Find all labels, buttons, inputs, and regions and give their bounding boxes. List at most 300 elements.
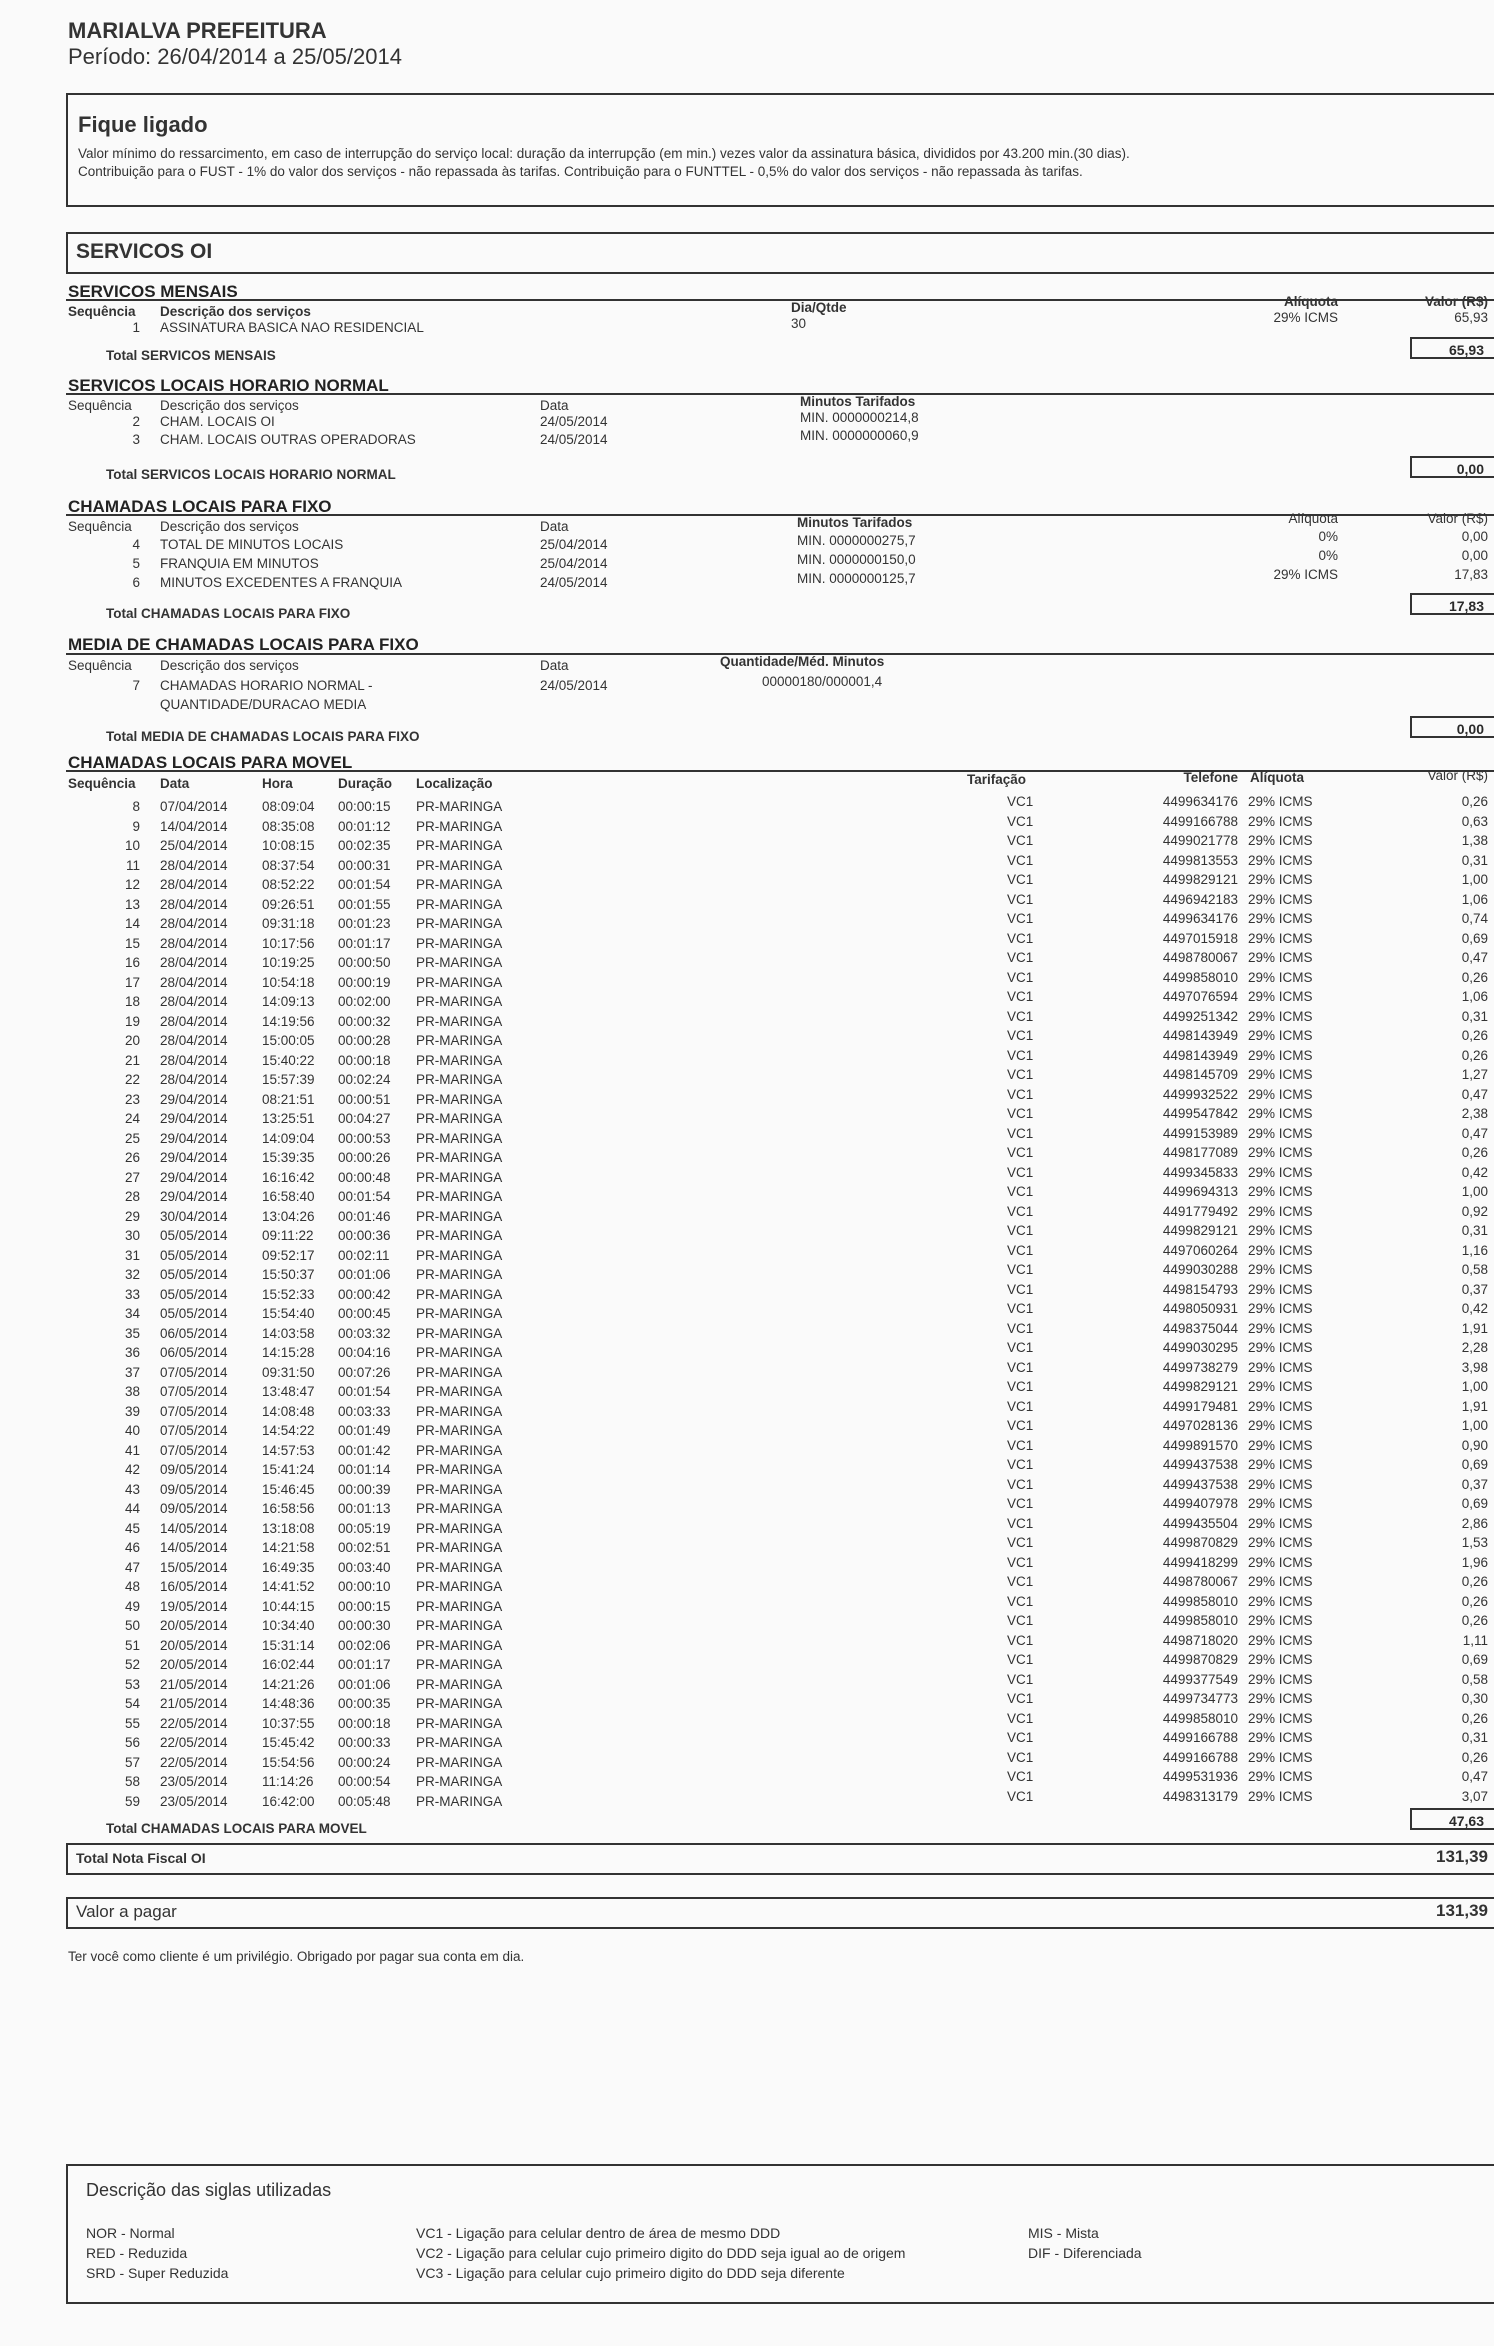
cell-duracao: 00:02:24 bbox=[338, 1072, 391, 1087]
thank-you-message: Ter você como cliente é um privilégio. Obrigado por pagar sua conta em dia. bbox=[68, 1949, 525, 1964]
cell-local: PR-MARINGA bbox=[416, 1423, 503, 1438]
cell-tarifacao: VC1 bbox=[1007, 1691, 1034, 1706]
cell-tarifacao: VC1 bbox=[1007, 1184, 1034, 1199]
cell-data: 07/05/2014 bbox=[160, 1384, 228, 1399]
cell-seq: 32 bbox=[124, 1267, 140, 1282]
cell-valor: 3,98 bbox=[1461, 1359, 1488, 1375]
cell-duracao: 00:00:53 bbox=[338, 1130, 391, 1146]
cell-hora: 16:58:40 bbox=[262, 1189, 315, 1204]
table-row bbox=[0, 1164, 1494, 1185]
cell-aliquota: 29% ICMS bbox=[1248, 1574, 1313, 1589]
cell-hora: 14:54:22 bbox=[262, 1423, 315, 1438]
cell-seq: 35 bbox=[124, 1325, 140, 1341]
cell-tarifacao: VC1 bbox=[1007, 794, 1034, 809]
cell-valor: 0,90 bbox=[1461, 1437, 1488, 1453]
cell-data: 07/05/2014 bbox=[160, 1423, 228, 1438]
cell-hora: 09:31:50 bbox=[262, 1364, 315, 1380]
cell-tarifacao: VC1 bbox=[1007, 852, 1034, 868]
cell-valor: 0,26 bbox=[1461, 969, 1488, 985]
cell-aliquota: 29% ICMS bbox=[1248, 1710, 1313, 1726]
cell-telefone: 4499870829 bbox=[1162, 1535, 1238, 1550]
cell-hora: 13:25:51 bbox=[262, 1111, 315, 1126]
cell-duracao: 00:00:10 bbox=[338, 1579, 391, 1594]
table-row bbox=[0, 1457, 1494, 1477]
cell-duracao: 00:02:06 bbox=[338, 1637, 391, 1653]
cell-telefone: 4499932522 bbox=[1162, 1086, 1238, 1102]
cell-tarifacao: VC1 bbox=[1007, 1554, 1034, 1570]
cell-seq: 21 bbox=[124, 1052, 140, 1068]
cell-local: PR-MARINGA bbox=[416, 1364, 503, 1380]
cell-duracao: 00:04:27 bbox=[338, 1111, 391, 1126]
cell-telefone: 4498154793 bbox=[1162, 1281, 1238, 1297]
cell-valor: 0,58 bbox=[1461, 1262, 1488, 1277]
cell-tarifacao: VC1 bbox=[1007, 1281, 1034, 1297]
cell-duracao: 00:01:54 bbox=[338, 1384, 391, 1399]
cell-telefone: 4499547842 bbox=[1162, 1106, 1238, 1121]
cell-valor: 1,11 bbox=[1462, 1632, 1488, 1648]
cell-tarifacao: VC1 bbox=[1007, 1593, 1034, 1609]
cell-duracao: 00:03:40 bbox=[338, 1559, 391, 1575]
cell-local: PR-MARINGA bbox=[416, 1384, 503, 1399]
cell-hora: 16:16:42 bbox=[262, 1169, 315, 1185]
cell-tarifacao: VC1 bbox=[1007, 1145, 1034, 1160]
services-title: SERVICOS OI bbox=[76, 240, 213, 263]
cell-seq: 54 bbox=[124, 1696, 140, 1711]
cell-seq: 48 bbox=[124, 1579, 140, 1594]
table-row bbox=[0, 1340, 1494, 1360]
table-row bbox=[0, 1730, 1494, 1750]
cell-seq: 28 bbox=[124, 1189, 140, 1204]
cell-telefone: 4499829121 bbox=[1162, 1379, 1238, 1394]
cell-telefone: 4499813553 bbox=[1162, 852, 1238, 868]
cell-hora: 10:17:56 bbox=[262, 935, 315, 951]
total-label: Total CHAMADAS LOCAIS PARA MOVEL bbox=[106, 1821, 367, 1836]
col-header-tarifacao: Tarifação bbox=[967, 772, 1027, 787]
cell-tarifacao: VC1 bbox=[1007, 1223, 1034, 1238]
cell-aliquota: 29% ICMS bbox=[1248, 1203, 1313, 1219]
cell-hora: 14:57:53 bbox=[262, 1442, 315, 1458]
table-row bbox=[0, 891, 1494, 912]
cell-data: 23/05/2014 bbox=[160, 1774, 228, 1789]
table-row bbox=[0, 1496, 1494, 1516]
cell-duracao: 00:01:55 bbox=[338, 896, 391, 912]
cell-data: 23/05/2014 bbox=[160, 1793, 228, 1809]
cell-seq: 56 bbox=[124, 1735, 140, 1750]
cell-aliquota: 29% ICMS bbox=[1248, 1749, 1313, 1765]
cell-tarifacao: VC1 bbox=[1007, 872, 1034, 887]
cell-seq: 45 bbox=[124, 1520, 140, 1536]
cell-telefone: 4498050931 bbox=[1162, 1301, 1238, 1316]
cell-data: 29/04/2014 bbox=[160, 1091, 228, 1107]
cell-data: 07/05/2014 bbox=[160, 1442, 228, 1458]
cell-aliquota: 29% ICMS bbox=[1248, 1281, 1313, 1297]
cell-valor: 0,37 bbox=[1461, 1476, 1488, 1492]
total-value: 0,00 bbox=[1410, 716, 1494, 738]
cell-local: PR-MARINGA bbox=[416, 1286, 503, 1302]
col-header-seq: Sequência bbox=[68, 519, 132, 534]
cell-tarifacao: VC1 bbox=[1007, 1613, 1034, 1628]
cell-hora: 09:52:17 bbox=[262, 1247, 315, 1263]
cell-hora: 13:18:08 bbox=[262, 1520, 315, 1536]
cell-local: PR-MARINGA bbox=[416, 1267, 503, 1282]
total-label: Total SERVICOS MENSAIS bbox=[106, 348, 276, 363]
abbr-item: VC2 - Ligação para celular cujo primeiro digito do DDD seja igual ao de origem bbox=[416, 2245, 906, 2261]
cell-valor: 0,42 bbox=[1461, 1164, 1488, 1180]
cell-duracao: 00:00:31 bbox=[338, 857, 391, 873]
col-header-desc: Descrição dos serviços bbox=[160, 519, 299, 534]
cell-tarifacao: VC1 bbox=[1007, 1749, 1034, 1765]
cell-data: 28/04/2014 bbox=[160, 1013, 228, 1029]
cell-data: 06/05/2014 bbox=[160, 1325, 228, 1341]
cell-seq: 55 bbox=[124, 1715, 140, 1731]
total-value: 47,63 bbox=[1410, 1808, 1494, 1830]
cell-telefone: 4498718020 bbox=[1162, 1632, 1238, 1648]
table-row bbox=[0, 930, 1494, 951]
cell-hora: 10:54:18 bbox=[262, 974, 315, 990]
cell-aliquota: 29% ICMS bbox=[1248, 1008, 1313, 1024]
cell-data: 05/05/2014 bbox=[160, 1306, 228, 1321]
table-row bbox=[0, 1242, 1494, 1263]
cell-hora: 14:09:04 bbox=[262, 1130, 315, 1146]
cell-duracao: 00:00:54 bbox=[338, 1774, 391, 1789]
cell-duracao: 00:03:32 bbox=[338, 1325, 391, 1341]
cell-telefone: 4499166788 bbox=[1162, 1749, 1238, 1765]
cell-tarifacao: VC1 bbox=[1007, 911, 1034, 926]
cell-hora: 10:08:15 bbox=[262, 838, 315, 853]
cell-aliquota: 29% ICMS bbox=[1248, 1671, 1313, 1687]
cell-data: 29/04/2014 bbox=[160, 1150, 228, 1165]
cell-valor: 0,63 bbox=[1461, 813, 1488, 829]
cell-valor: 1,38 bbox=[1461, 833, 1488, 848]
cell-hora: 15:39:35 bbox=[262, 1150, 315, 1165]
amount-due-box bbox=[66, 1897, 1494, 1929]
cell-seq: 19 bbox=[124, 1013, 140, 1029]
cell-tarifacao: VC1 bbox=[1007, 1164, 1034, 1180]
table-row bbox=[0, 1769, 1494, 1789]
cell-local: PR-MARINGA bbox=[416, 1501, 503, 1516]
cell-seq: 23 bbox=[124, 1091, 140, 1107]
cell-data: 21/05/2014 bbox=[160, 1696, 228, 1711]
cell-tarifacao: VC1 bbox=[1007, 1398, 1034, 1414]
cell-seq: 22 bbox=[124, 1072, 140, 1087]
col-header-desc: Descrição dos serviços bbox=[160, 398, 299, 413]
col-header-data: Data bbox=[540, 519, 569, 534]
abbr-item: VC3 - Ligação para celular cujo primeiro digito do DDD seja diferente bbox=[416, 2265, 845, 2281]
cell-valor: 2,28 bbox=[1461, 1340, 1488, 1355]
cell-seq: 58 bbox=[124, 1774, 140, 1789]
cell-data: 22/05/2014 bbox=[160, 1754, 228, 1770]
cell-data: 29/04/2014 bbox=[160, 1169, 228, 1185]
cell-duracao: 00:00:36 bbox=[338, 1228, 391, 1243]
cell-hora: 15:00:05 bbox=[262, 1033, 315, 1048]
cell-hora: 08:09:04 bbox=[262, 799, 315, 814]
cell-data: 20/05/2014 bbox=[160, 1637, 228, 1653]
col-header-data: Data bbox=[540, 658, 569, 673]
col-header-seq: Sequência bbox=[68, 304, 136, 319]
cell-local: PR-MARINGA bbox=[416, 1325, 503, 1341]
col-header-seq: Sequência bbox=[68, 398, 132, 413]
cell-telefone: 4499738279 bbox=[1162, 1359, 1238, 1375]
cell-local: PR-MARINGA bbox=[416, 1462, 503, 1477]
total-label: Total CHAMADAS LOCAIS PARA FIXO bbox=[106, 606, 351, 621]
cell-local: PR-MARINGA bbox=[416, 1169, 503, 1185]
cell-telefone: 4498313179 bbox=[1162, 1788, 1238, 1804]
cell-seq: 14 bbox=[124, 916, 140, 931]
cell-data: 14/05/2014 bbox=[160, 1540, 228, 1555]
cell-aliquota: 29% ICMS bbox=[1248, 1535, 1313, 1550]
cell-data: 30/04/2014 bbox=[160, 1208, 228, 1224]
cell-telefone: 4497015918 bbox=[1162, 930, 1238, 946]
section-title-mensais: SERVICOS MENSAIS bbox=[68, 282, 238, 301]
cell-valor: 0,69 bbox=[1461, 1652, 1488, 1667]
cell-local: PR-MARINGA bbox=[416, 1130, 503, 1146]
cell-telefone: 4498143949 bbox=[1162, 1047, 1238, 1063]
cell-tarifacao: VC1 bbox=[1007, 969, 1034, 985]
cell-seq: 24 bbox=[124, 1111, 140, 1126]
table-row bbox=[0, 1749, 1494, 1770]
cell-local: PR-MARINGA bbox=[416, 1189, 503, 1204]
cell-duracao: 00:00:45 bbox=[338, 1306, 391, 1321]
cell-duracao: 00:01:46 bbox=[338, 1208, 391, 1224]
cell-hora: 14:09:13 bbox=[262, 994, 315, 1009]
cell-hora: 15:52:33 bbox=[262, 1286, 315, 1302]
cell-tarifacao: VC1 bbox=[1007, 989, 1034, 1004]
cell-telefone: 4498375044 bbox=[1162, 1320, 1238, 1336]
cell-valor: 1,91 bbox=[1461, 1398, 1488, 1414]
cell-hora: 15:45:42 bbox=[262, 1735, 315, 1750]
cell-local: PR-MARINGA bbox=[416, 799, 503, 814]
table-row bbox=[0, 1067, 1494, 1087]
cell-duracao: 00:00:15 bbox=[338, 799, 391, 814]
cell-duracao: 00:00:26 bbox=[338, 1150, 391, 1165]
cell-hora: 10:37:55 bbox=[262, 1715, 315, 1731]
table-row bbox=[0, 1574, 1494, 1594]
cell-hora: 14:08:48 bbox=[262, 1403, 315, 1419]
cell-aliquota: 29% ICMS bbox=[1248, 1164, 1313, 1180]
cell-data: 06/05/2014 bbox=[160, 1345, 228, 1360]
cell-data: 25/04/2014 bbox=[160, 838, 228, 853]
cell-local: PR-MARINGA bbox=[416, 1111, 503, 1126]
cell-hora: 08:21:51 bbox=[262, 1091, 315, 1107]
table-row bbox=[0, 1359, 1494, 1380]
cell-data: 28/04/2014 bbox=[160, 1033, 228, 1048]
table-row bbox=[0, 794, 1494, 814]
amount-due-label: Valor a pagar bbox=[76, 1902, 177, 1921]
total-value: 17,83 bbox=[1410, 593, 1494, 615]
notice-title: Fique ligado bbox=[78, 112, 208, 137]
cell-duracao: 00:02:51 bbox=[338, 1540, 391, 1555]
table-row bbox=[0, 1203, 1494, 1224]
table-row bbox=[0, 1613, 1494, 1633]
cell-valor: 2,38 bbox=[1461, 1106, 1488, 1121]
cell-duracao: 00:01:17 bbox=[338, 1657, 391, 1672]
cell-aliquota: 29% ICMS bbox=[1248, 1457, 1313, 1472]
cell-duracao: 00:02:35 bbox=[338, 838, 391, 853]
cell-data: 28/04/2014 bbox=[160, 974, 228, 990]
cell-local: PR-MARINGA bbox=[416, 857, 503, 873]
cell-local: PR-MARINGA bbox=[416, 1715, 503, 1731]
total-label: Total MEDIA DE CHAMADAS LOCAIS PARA FIXO bbox=[106, 729, 420, 744]
invoice-total-label: Total Nota Fiscal OI bbox=[76, 1850, 206, 1866]
cell-local: PR-MARINGA bbox=[416, 1306, 503, 1321]
cell-telefone: 4499166788 bbox=[1162, 1730, 1238, 1745]
cell-hora: 09:26:51 bbox=[262, 896, 315, 912]
cell-telefone: 4499345833 bbox=[1162, 1164, 1238, 1180]
cell-aliquota: 29% ICMS bbox=[1248, 1398, 1313, 1414]
cell-local: PR-MARINGA bbox=[416, 974, 503, 990]
cell-telefone: 4499858010 bbox=[1162, 1710, 1238, 1726]
cell-telefone: 4499437538 bbox=[1162, 1457, 1238, 1472]
cell-aliquota: 29% ICMS bbox=[1248, 1788, 1313, 1804]
cell-tarifacao: VC1 bbox=[1007, 1067, 1034, 1082]
cell-local: PR-MARINGA bbox=[416, 1793, 503, 1809]
table-row bbox=[0, 852, 1494, 873]
cell-tarifacao: VC1 bbox=[1007, 1320, 1034, 1336]
cell-duracao: 00:03:33 bbox=[338, 1403, 391, 1419]
cell-tarifacao: VC1 bbox=[1007, 1379, 1034, 1394]
cell-duracao: 00:00:19 bbox=[338, 974, 391, 990]
cell-data: 28/04/2014 bbox=[160, 896, 228, 912]
cell-local: PR-MARINGA bbox=[416, 935, 503, 951]
cell-tarifacao: VC1 bbox=[1007, 1652, 1034, 1667]
cell-hora: 09:11:22 bbox=[262, 1228, 314, 1243]
cell-local: PR-MARINGA bbox=[416, 1208, 503, 1224]
col-header-telefone: Telefone bbox=[1183, 770, 1238, 785]
cell-valor: 1,27 bbox=[1461, 1067, 1488, 1082]
cell-telefone: 4491779492 bbox=[1162, 1203, 1238, 1219]
amount-due-value: 131,39 bbox=[1436, 1901, 1488, 1920]
cell-seq: 26 bbox=[124, 1150, 140, 1165]
cell-data: 22/05/2014 bbox=[160, 1735, 228, 1750]
cell-hora: 13:04:26 bbox=[262, 1208, 315, 1224]
cell-tarifacao: VC1 bbox=[1007, 1496, 1034, 1511]
table-row bbox=[0, 969, 1494, 990]
cell-seq: 15 bbox=[124, 935, 140, 951]
cell-valor: 1,53 bbox=[1461, 1535, 1488, 1550]
cell-aliquota: 29% ICMS bbox=[1248, 1437, 1313, 1453]
cell-telefone: 4498780067 bbox=[1162, 950, 1238, 965]
cell-duracao: 00:00:18 bbox=[338, 1715, 391, 1731]
table-row bbox=[0, 1008, 1494, 1029]
cell-local: PR-MARINGA bbox=[416, 1559, 503, 1575]
cell-duracao: 00:07:26 bbox=[338, 1364, 391, 1380]
abbr-item: NOR - Normal bbox=[86, 2225, 175, 2241]
cell-data: 28/04/2014 bbox=[160, 877, 228, 892]
cell-tarifacao: VC1 bbox=[1007, 1203, 1034, 1219]
cell-local: PR-MARINGA bbox=[416, 1091, 503, 1107]
col-header-desc: Descrição dos serviços bbox=[160, 658, 299, 673]
cell-local: PR-MARINGA bbox=[416, 1442, 503, 1458]
cell-data: 19/05/2014 bbox=[160, 1598, 228, 1614]
cell-data: 14/04/2014 bbox=[160, 818, 228, 834]
cell-data: 05/05/2014 bbox=[160, 1228, 228, 1243]
cell-duracao: 00:00:42 bbox=[338, 1286, 391, 1302]
col-header-valor: Valor (R$) bbox=[1427, 768, 1488, 783]
cell-data: 28/04/2014 bbox=[160, 857, 228, 873]
cell-local: PR-MARINGA bbox=[416, 1345, 503, 1360]
cell-telefone: 4499418299 bbox=[1162, 1554, 1238, 1570]
table-row bbox=[0, 1535, 1494, 1555]
cell-valor: 0,31 bbox=[1461, 852, 1488, 868]
cell-seq: 47 bbox=[124, 1559, 140, 1575]
cell-hora: 14:03:58 bbox=[262, 1325, 315, 1341]
cell-valor: 0,31 bbox=[1461, 1223, 1488, 1238]
table-row bbox=[0, 813, 1494, 834]
cell-data: 29/04/2014 bbox=[160, 1111, 228, 1126]
cell-aliquota: 29% ICMS bbox=[1248, 911, 1313, 926]
cell-aliquota: 29% ICMS bbox=[1248, 1145, 1313, 1160]
cell-valor: 1,00 bbox=[1461, 1418, 1488, 1433]
cell-tarifacao: VC1 bbox=[1007, 1788, 1034, 1804]
cell-aliquota: 29% ICMS bbox=[1248, 1301, 1313, 1316]
abbr-item: MIS - Mista bbox=[1028, 2225, 1099, 2241]
cell-data: 29/04/2014 bbox=[160, 1130, 228, 1146]
cell-aliquota: 29% ICMS bbox=[1248, 1476, 1313, 1492]
cell-valor: 0,74 bbox=[1461, 911, 1488, 926]
cell-seq: 31 bbox=[124, 1247, 140, 1263]
cell-telefone: 4499030288 bbox=[1162, 1262, 1238, 1277]
cell-aliquota: 29% ICMS bbox=[1248, 1593, 1313, 1609]
cell-tarifacao: VC1 bbox=[1007, 1008, 1034, 1024]
cell-hora: 14:15:28 bbox=[262, 1345, 315, 1360]
cell-valor: 0,26 bbox=[1461, 1613, 1488, 1628]
cell-telefone: 4499829121 bbox=[1162, 1223, 1238, 1238]
cell-seq: 20 bbox=[124, 1033, 140, 1048]
cell-aliquota: 29% ICMS bbox=[1248, 1632, 1313, 1648]
cell-duracao: 00:01:54 bbox=[338, 877, 391, 892]
cell-data: 22/05/2014 bbox=[160, 1715, 228, 1731]
cell-data: 05/05/2014 bbox=[160, 1286, 228, 1302]
cell-seq: 18 bbox=[124, 994, 140, 1009]
cell-aliquota: 29% ICMS bbox=[1248, 1359, 1313, 1375]
cell-telefone: 4499891570 bbox=[1162, 1437, 1238, 1453]
cell-duracao: 00:02:11 bbox=[338, 1247, 390, 1263]
table-row bbox=[0, 1184, 1494, 1204]
table-row bbox=[0, 1691, 1494, 1711]
cell-local: PR-MARINGA bbox=[416, 1481, 503, 1497]
cell-valor: 0,47 bbox=[1461, 950, 1488, 965]
cell-local: PR-MARINGA bbox=[416, 1520, 503, 1536]
notice-line: Contribuição para o FUST - 1% do valor dos serviços - não repassada às tarifas. Contribuição para o FUNTTEL - 0,5% do valor dos serviços - não repassada às tarifas. bbox=[78, 164, 1083, 179]
cell-aliquota: 29% ICMS bbox=[1248, 1496, 1313, 1511]
section-title-media-fixo: MEDIA DE CHAMADAS LOCAIS PARA FIXO bbox=[68, 635, 419, 654]
cell-data: 07/05/2014 bbox=[160, 1403, 228, 1419]
cell-seq: 43 bbox=[124, 1481, 140, 1497]
cell-aliquota: 29% ICMS bbox=[1248, 1515, 1313, 1531]
cell-duracao: 00:04:16 bbox=[338, 1345, 391, 1360]
cell-valor: 0,26 bbox=[1461, 1710, 1488, 1726]
cell-aliquota: 29% ICMS bbox=[1248, 1262, 1313, 1277]
table-row bbox=[0, 1379, 1494, 1399]
cell-aliquota: 29% ICMS bbox=[1248, 1125, 1313, 1141]
cell-data: 09/05/2014 bbox=[160, 1462, 228, 1477]
cell-hora: 16:49:35 bbox=[262, 1559, 315, 1575]
cell-hora: 08:52:22 bbox=[262, 877, 315, 892]
cell-tarifacao: VC1 bbox=[1007, 1242, 1034, 1258]
cell-duracao: 00:00:15 bbox=[338, 1598, 391, 1614]
cell-data: 07/05/2014 bbox=[160, 1364, 228, 1380]
cell-duracao: 00:00:51 bbox=[338, 1091, 391, 1107]
cell-seq: 10 bbox=[124, 838, 140, 853]
cell-valor: 0,92 bbox=[1461, 1203, 1488, 1219]
cell-duracao: 00:05:19 bbox=[338, 1520, 391, 1536]
cell-seq: 38 bbox=[124, 1384, 140, 1399]
cell-data: 05/05/2014 bbox=[160, 1267, 228, 1282]
cell-valor: 0,31 bbox=[1461, 1730, 1488, 1745]
cell-tarifacao: VC1 bbox=[1007, 833, 1034, 848]
cell-telefone: 4496942183 bbox=[1162, 891, 1238, 907]
cell-tarifacao: VC1 bbox=[1007, 1028, 1034, 1043]
